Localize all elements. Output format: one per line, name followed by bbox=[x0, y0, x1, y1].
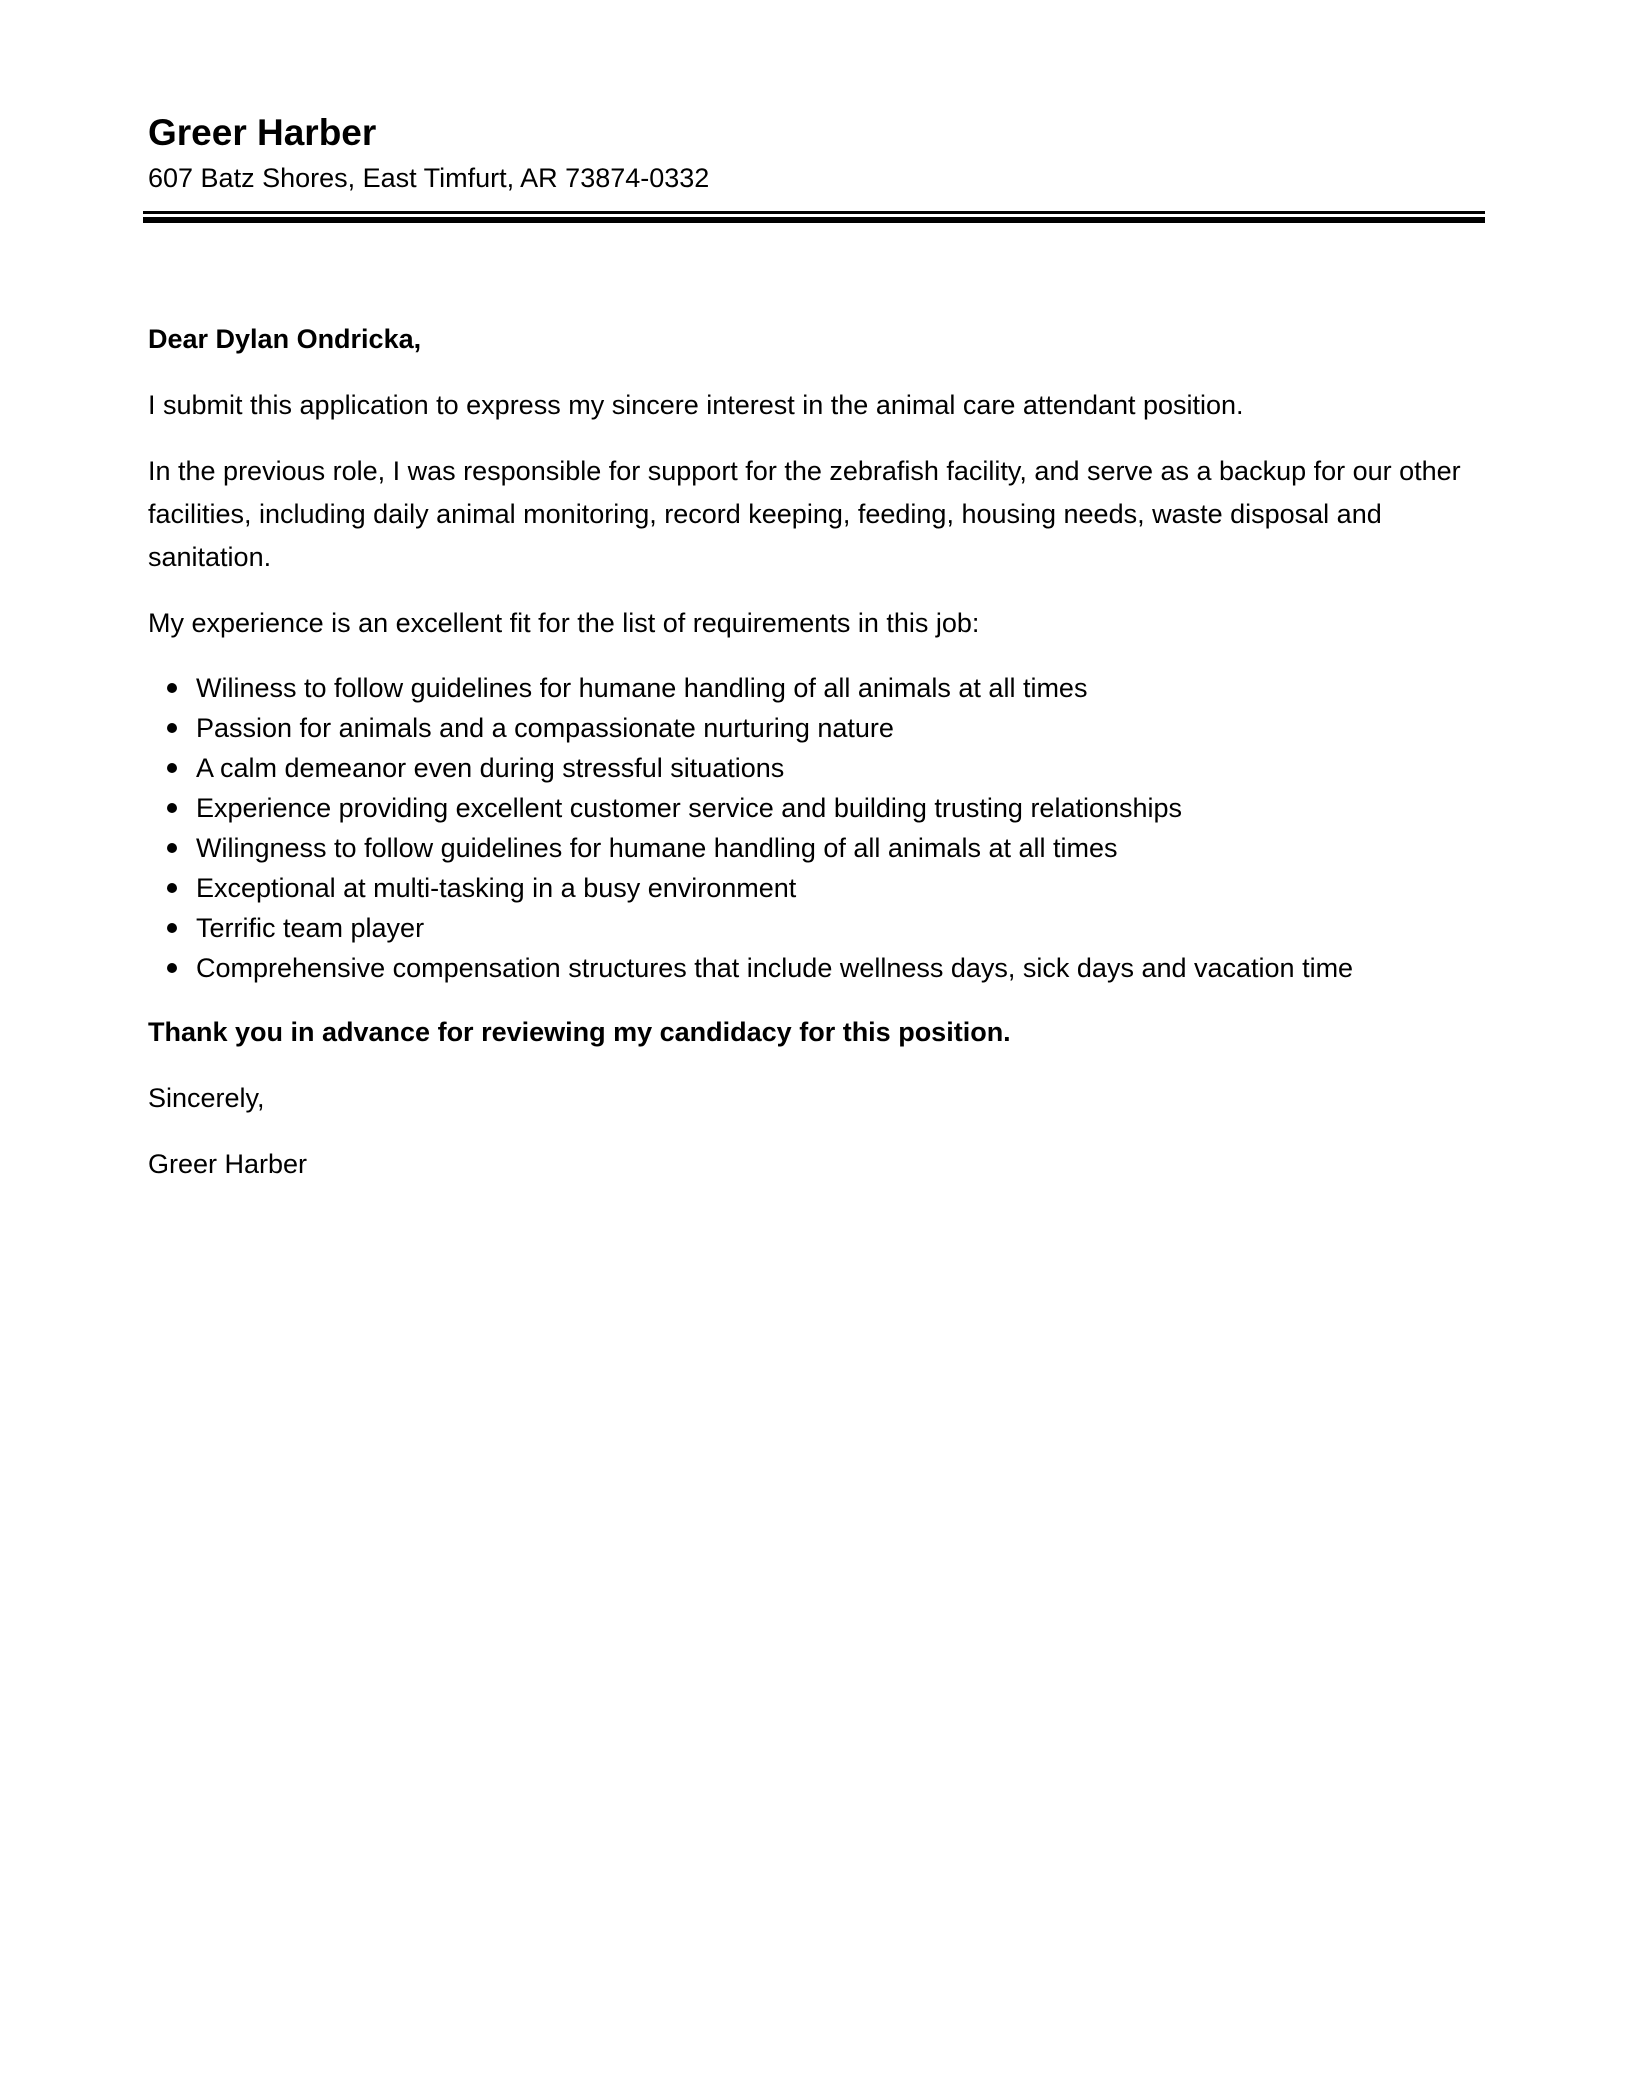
bullet-icon bbox=[167, 803, 177, 813]
bullet-icon bbox=[167, 963, 177, 973]
bullet-icon bbox=[167, 923, 177, 933]
list-item bbox=[196, 668, 1488, 708]
bullet-icon bbox=[167, 843, 177, 853]
sender-address: 607 Batz Shores, East Timfurt, AR 73874-0332 bbox=[148, 163, 710, 193]
intro-paragraph: I submit this application to express my sincere interest in the animal care attendant position. bbox=[148, 390, 1244, 420]
fit-intro-paragraph: My experience is an excellent fit for the list of requirements in this job: bbox=[148, 608, 980, 638]
list-item bbox=[196, 828, 1488, 868]
sender-name: Greer Harber bbox=[148, 112, 377, 153]
list-item bbox=[196, 708, 1488, 748]
letter-body bbox=[148, 318, 1488, 1209]
salutation: Dear Dylan Ondricka, bbox=[148, 324, 422, 354]
list-item-text: Experience providing excellent customer service and building trusting relationships bbox=[196, 793, 1183, 823]
list-item-text: Wiliness to follow guidelines for humane handling of all animals at all times bbox=[196, 673, 1088, 703]
list-item bbox=[196, 748, 1488, 788]
list-item-text: Comprehensive compensation structures that include wellness days, sick days and vacation time bbox=[196, 953, 1354, 983]
list-item bbox=[196, 948, 1488, 988]
list-item-text: Passion for animals and a compassionate nurturing nature bbox=[196, 713, 894, 743]
list-item-text: Exceptional at multi-tasking in a busy environment bbox=[196, 873, 797, 903]
closing-paragraph: Thank you in advance for reviewing my candidacy for this position. bbox=[148, 1017, 1011, 1047]
bullet-icon bbox=[167, 683, 177, 693]
experience-paragraph: In the previous role, I was responsible for support for the zebrafish facility, and serve as a backup for our other facilities, including daily animal monitoring, record keeping, feeding, housing needs, waste disposal and sanitation. bbox=[148, 456, 1461, 572]
list-item-text: A calm demeanor even during stressful situations bbox=[196, 753, 785, 783]
bullet-icon bbox=[167, 763, 177, 773]
signoff: Sincerely, bbox=[148, 1083, 265, 1113]
list-item bbox=[196, 868, 1488, 908]
signature-name: Greer Harber bbox=[148, 1149, 308, 1179]
list-item-text: Terrific team player bbox=[196, 913, 425, 943]
bullet-icon bbox=[167, 883, 177, 893]
list-item bbox=[196, 788, 1488, 828]
list-item bbox=[196, 908, 1488, 948]
header-divider bbox=[143, 211, 1485, 223]
bullet-icon bbox=[167, 723, 177, 733]
letter-header bbox=[148, 108, 1488, 198]
divider-thick-line bbox=[143, 217, 1485, 223]
list-item-text: Wilingness to follow guidelines for humane handling of all animals at all times bbox=[196, 833, 1118, 863]
requirements-list bbox=[148, 668, 1488, 988]
